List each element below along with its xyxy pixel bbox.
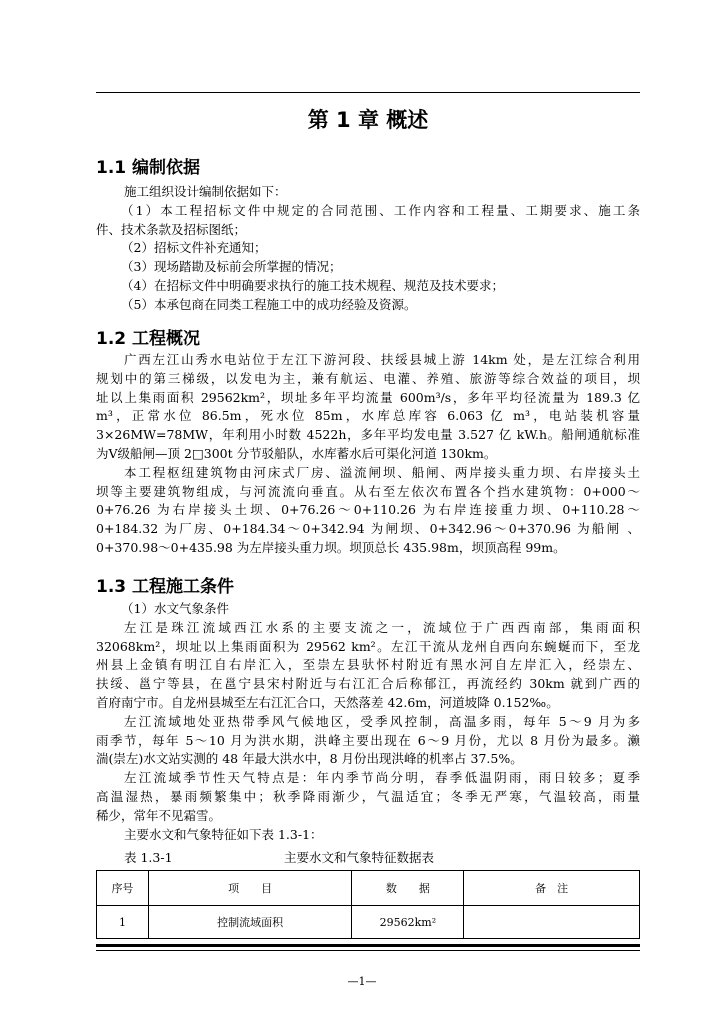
text-line: 左江流域地处亚热带季风气候地区，受季风控制，高温多雨，每年 5～9 月为多 xyxy=(124,713,640,729)
text-line: 首府南宁市。自龙州县城至左右江汇合口，天然落差 42.6m，河道坡降 0.152‰。 xyxy=(96,694,559,710)
text-line: 本工程枢纽建筑物由河床式厂房、溢流闸坝、船闸、两岸接头重力坝、右岸接头土 xyxy=(124,464,640,480)
text-line: 稀少，常年不见霜雪。 xyxy=(96,807,222,823)
text-line: 址以上集雨面积 29562km²，坝址多年平均流量 600m³/s，多年平均径流量为 189.3 亿 xyxy=(96,389,640,405)
text-line: 件、技术条款及招标图纸； xyxy=(96,221,247,237)
text-line: 州县上金镇有明江自右岸汇入，至崇左县驮怀村附近有黑水河自左岸汇入，经崇左、 xyxy=(96,657,640,673)
text-line: （2）招标文件补充通知； xyxy=(121,240,267,256)
table-header-cell: 备 注 xyxy=(464,871,640,906)
text-line: （1）本工程招标文件中规定的合同范围、工作内容和工程量、工期要求、施工条 xyxy=(121,202,640,218)
section-1-2-body xyxy=(96,351,640,558)
text-line: 3×26MW=78MW，年利用小时数 4522h，多年平均发电量 3.527 亿 kW.h。船闸通航标准 xyxy=(96,427,640,443)
footer-rule-thick xyxy=(96,944,640,947)
page-number: —1— xyxy=(347,975,377,988)
hydrology-table xyxy=(96,870,640,939)
text-line: 0+184.32 为厂房、0+184.34～0+342.94 为闸坝、0+342.96～0+370.96 为船闸 、 xyxy=(96,521,640,537)
section-1-3-body xyxy=(96,600,640,844)
text-line: 高温湿热，暴雨频繁集中；秋季降雨渐少，气温适宜；冬季无严寒，气温较高，雨量 xyxy=(96,788,640,804)
table-cell: 29562km² xyxy=(352,906,464,939)
text-line: （4）在招标文件中明确要求执行的施工技术规程、规范及技术要求； xyxy=(121,277,504,293)
table-caption: 主要水文和气象特征数据表 xyxy=(284,850,435,865)
table-header-cell: 项 目 xyxy=(148,871,352,906)
section-heading-1-1: 1.1 编制依据 xyxy=(96,158,201,178)
header-rule xyxy=(96,92,640,93)
table-header-row xyxy=(97,871,640,906)
table-cell: 1 xyxy=(97,906,149,939)
text-line: 主要水文和气象特征如下表 1.3-1： xyxy=(124,826,323,842)
text-line: 规划中的第三梯级，以发电为主，兼有航运、电灌、养殖、旅游等综合效益的项目，坝 xyxy=(96,370,640,386)
text-line: m³，正常水位 86.5m，死水位 85m，水库总库容 6.063 亿 m³，电站装机容量 xyxy=(96,408,640,424)
table-cell xyxy=(464,906,640,939)
text-line: 0+76.26 为右岸接头土坝、0+76.26～0+110.26 为右岸连接重力坝、0+110.28～ xyxy=(96,502,640,518)
section-heading-1-2: 1.2 工程概况 xyxy=(96,329,201,349)
table-header-cell: 序号 xyxy=(97,871,149,906)
text-line: （3）现场踏勘及标前会所掌握的情况； xyxy=(121,259,342,275)
footer-rule-thin xyxy=(96,950,640,951)
table-cell: 控制流域面积 xyxy=(148,906,352,939)
section-heading-1-3: 1.3 工程施工条件 xyxy=(96,577,235,597)
text-line: 施工组织设计编制依据如下： xyxy=(124,184,287,199)
table-number: 表 1.3-1 xyxy=(124,850,173,865)
text-line: 32068km²，坝址以上集雨面积为 29562 km²。左江干流从龙州自西向东蜿蜒而下，至龙 xyxy=(96,638,640,654)
text-line: 广西左江山秀水电站位于左江下游河段、扶绥县城上游 14km 处，是左江综合利用 xyxy=(124,352,640,367)
chapter-title: 第 1 章 概述 xyxy=(307,108,429,132)
text-line: （1）水文气象条件 xyxy=(121,601,229,616)
text-line: 雨季节，每年 5～10 月为洪水期，洪峰主要出现在 6～9 月份，尤以 8 月份为最多。濑 xyxy=(96,732,640,748)
text-line: 0+370.98～0+435.98 为左岸接头重力坝。坝顶总长 435.98m，坝顶高程 99m。 xyxy=(96,539,566,555)
text-line: 湍(崇左)水文站实测的 48 年最大洪水中，8 月份出现洪峰的机率占 37.5%。 xyxy=(96,751,523,767)
text-line: 坝等主要建筑物组成，与河流流向垂直。从右至左依次布置各个挡水建筑物：0+000～ xyxy=(96,483,640,499)
text-line: 左江流域季节性天气特点是：年内季节尚分明，春季低温阴雨，雨日较多；夏季 xyxy=(124,770,640,786)
text-line: （5）本承包商在同类工程施工中的成功经验及资源。 xyxy=(121,296,417,312)
text-line: 扶绥、邕宁等县，在邕宁县宋村附近与右江汇合后称郁江，再流经约 30km 就到广西的 xyxy=(96,676,640,692)
table-header-cell: 数 据 xyxy=(352,871,464,906)
text-line: 为Ⅴ级船闸—顶 2□300t 分节驳船队，水库蓄水后可渠化河道 130km。 xyxy=(96,445,497,461)
table-row xyxy=(97,906,640,939)
section-1-1-body xyxy=(96,183,640,315)
text-line: 左江是珠江流域西江水系的主要支流之一，流域位于广西西南部，集雨面积 xyxy=(124,619,640,635)
